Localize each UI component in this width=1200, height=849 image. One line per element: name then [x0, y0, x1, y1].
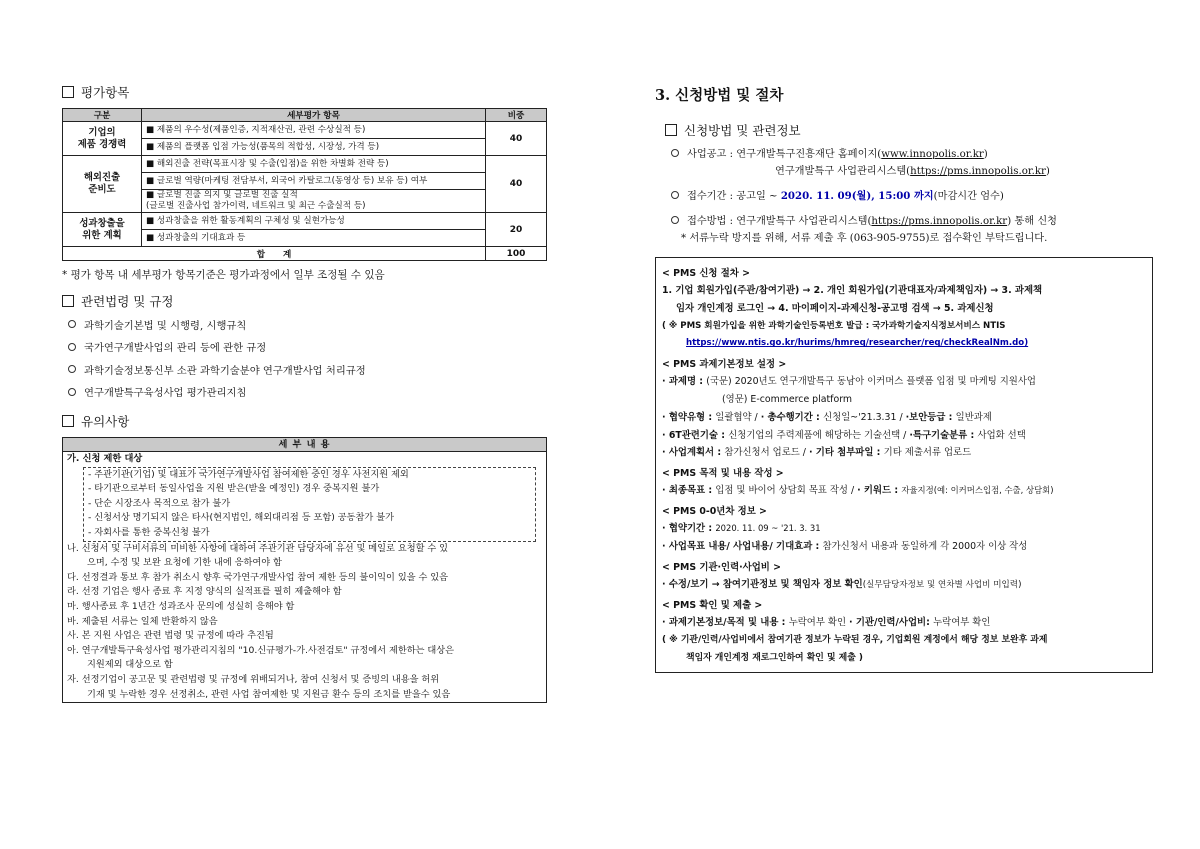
- list-item: 으며, 수정 및 보완 요청에 기한 내에 응하여야 함: [87, 557, 282, 569]
- notice-line-2: 연구개발특구 사업관리시스템(https://pms.innopolis.or.kr): [775, 166, 1050, 177]
- square-bullet-icon: ■: [146, 215, 157, 226]
- checkbox-icon: [62, 415, 74, 427]
- eval-note: * 평가 항목 내 세부평가 항목기준은 평가과정에서 일부 조정될 수 있음: [62, 269, 385, 281]
- table-row: [63, 122, 547, 139]
- checkbox-icon: [665, 124, 677, 136]
- category-cell: 기업의 제품 경쟁력: [63, 122, 142, 156]
- list-item: - 주관기관(기업) 및 대표가 국가연구개발사업 참여제한 중인 경우 사전지원 제외: [88, 468, 409, 480]
- square-bullet-icon: ■: [146, 232, 157, 243]
- list-item: - 단순 시장조사 목적으로 참가 불가: [88, 497, 231, 509]
- ntis-link[interactable]: https://www.ntis.go.kr/hurims/hmreq/researcher/req/checkRealNm.do): [686, 338, 1029, 349]
- list-item: 아. 연구개발특구육성사업 평가관리지침의 "10.신규평가-가.사전검토" 규정에서 제한하는 대상은: [67, 644, 454, 656]
- header-category: 구분: [63, 109, 142, 122]
- pms-step-heading: < PMS 목적 및 내용 작성 >: [662, 468, 784, 480]
- square-bullet-icon: ■: [146, 141, 157, 152]
- info-section-heading: 신청방법 및 관련정보: [655, 120, 1148, 140]
- list-item: - 타기관으로부터 동일사업을 지원 받은(받을 예정인) 경우 중복지원 불가: [88, 483, 380, 495]
- header-items: 세부평가 항목: [142, 109, 486, 122]
- circle-bullet-icon: [671, 191, 679, 199]
- deadline-text: 2020. 11. 09(월), 15:00 까지: [780, 190, 934, 202]
- pms-step-heading: < PMS 확인 및 제출 >: [662, 600, 763, 612]
- info-list: [655, 146, 1148, 247]
- list-item: 나. 신청서 및 구비서류의 미비한 사항에 대하여 주관기관 담당자에 유선 및 메일로 요청할 수 있: [67, 542, 449, 554]
- category-cell: 해외진출 준비도: [63, 156, 142, 213]
- list-item: 기재 및 누락한 경우 선정취소, 관련 사업 참여제한 및 지원금 환수 등의 조치를 받을수 있음: [87, 688, 451, 700]
- pms-link[interactable]: https://pms.innopolis.or.kr: [871, 216, 1008, 227]
- table-header-row: [63, 109, 547, 122]
- list-item: 마. 행사종료 후 1년간 성과조사 문의에 성실히 응해야 함: [67, 600, 295, 612]
- square-bullet-icon: ■: [146, 158, 157, 169]
- right-column: [655, 82, 1148, 673]
- period-line: 접수기간 : 공고일 ~ 2020. 11. 09(월), 15:00 까지(마감시간 엄수): [655, 188, 1148, 205]
- list-item: 연구개발특구육성사업 평가관리지침: [62, 381, 547, 404]
- square-bullet-icon: ■: [146, 124, 157, 135]
- header-weight: 비중: [486, 109, 547, 122]
- square-bullet-icon: ■: [146, 190, 157, 200]
- caution-section-heading: 유의사항: [62, 411, 547, 431]
- pms-step-heading: < PMS 0-0년차 정보 >: [662, 505, 767, 517]
- table-row: [63, 156, 547, 173]
- list-item: 자. 선정기업이 공고문 및 관련법령 및 규정에 위배되거나, 참여 신청서 및 증빙의 내용을 허위: [67, 673, 440, 685]
- circle-bullet-icon: [671, 216, 679, 224]
- item-cell: ■ 성과창출의 기대효과 등: [142, 230, 486, 247]
- pms-step-heading: < PMS 신청 절차 >: [662, 268, 750, 279]
- weight-cell: 40: [486, 122, 547, 156]
- innopolis-link[interactable]: www.innopolis.or.kr: [881, 149, 984, 160]
- pms-box: < PMS 신청 절차 > 1. 기업 회원가입(주관/참여기관) → 2. 개인 회원가입(기관대표자/과제책임자) → 3. 과제책 임자 개인계정 로그인 → 4. 마이페이지-과제신청-공고명 검색 → 5. 과제신청 ( ※ PMS 회원가입을 위한 과학기술인등록번호 발급 : 국가과학기술지식정보서비스 NTIS https://www.ntis.go.kr/hurims/hmreq/researcher/req/checkRealNm.do) < PMS 과제기본정보 설정 > · 과제명 : (국문) 2020년도 연구개발특구 동남아 이커머스 플랫폼 입점 및 마케팅 지원사업 (영문) E-commerce platform · 협약유형 : 일괄협약 / · 총수행기간 : 신청일~'21.3.31 / ·보안등급 : 일반과제 · 6T관련기술 : 신청기업의 주력제품에 해당하는 기술선택 / ·특구기술분류 : 사업화 선택 · 사업계획서 : 참가신청서 업로드 / · 기타 첨부파일 : 기타 제출서류 업로드 < PMS 목적 및 내용 작성 > · 최종목표 : 입점 및 바이어 상담회 목표 작성 / · 키워드 : 자율지정(예: 이커머스입점, 수출, 상담회) < PMS 0-0년차 정보 > · 협약기간 : 2020. 11. 09 ~ '21. 3. 31 · 사업목표 내용/ 사업내용/ 기대효과 : 참가신청서 내용과 동일하게 각 2000자 이상 작성 < PMS 기관·인력·사업비 > · 수정/보기 → 참여기관정보 및 책임자 정보 확인(실무담당자정보 및 연차별 사업비 미입력) < PMS 확인 및 제출 > · 과제기본정보/목적 및 내용 : 누락여부 확인 · 기관/인력/사업비: 누락여부 확인 ( ※ 기관/인력/사업비에서 참여기관 정보가 누락된 경우, 기업회원 계정에서 해당 정보 보완후 과제 책임자 개인계정 재로그인하여 확인 및 제출 ): [655, 257, 1153, 673]
- caution-box: [62, 437, 547, 703]
- left-column: [62, 82, 547, 703]
- checkbox-icon: [62, 295, 74, 307]
- list-item: 라. 선정 기업은 행사 종료 후 지정 양식의 실적표를 필히 제출해야 함: [67, 586, 342, 598]
- item-cell: ■ 글로벌 역량(마케팅 전담부서, 외국어 카탈로그(동영상 등) 보유 등) 여부: [142, 173, 486, 190]
- section-title: 3. 신청방법 및 절차: [655, 86, 784, 104]
- item-cell: ■ 성과창출을 위한 활동계획의 구체성 및 실현가능성: [142, 213, 486, 230]
- list-item: 지원제외 대상으로 함: [87, 659, 173, 671]
- law-list: [62, 313, 547, 403]
- item-cell: ■ 글로벌 진출 의지 및 글로벌 진출 실적 (글로벌 진출사업 참가이력, 네트워크 및 최근 수출실적 등): [142, 190, 486, 213]
- pms-step-heading: < PMS 과제기본정보 설정 >: [662, 359, 787, 371]
- circle-bullet-icon: [68, 343, 76, 351]
- square-bullet-icon: ■: [146, 175, 157, 186]
- evaluation-table: [62, 108, 547, 261]
- item-cell: ■ 제품의 플랫폼 입점 가능성(품목의 적합성, 시장성, 가격 등): [142, 139, 486, 156]
- method-note: * 서류누락 방지를 위해, 서류 제출 후 (063-905-9755)로 접수확인 부탁드립니다.: [681, 233, 1048, 244]
- pms-step-heading: < PMS 기관·인력·사업비 >: [662, 561, 781, 573]
- caution-a-title: 가. 신청 제한 대상: [67, 453, 143, 464]
- list-item: - 자회사를 통한 중복신청 불가: [88, 526, 210, 538]
- weight-cell: 40: [486, 156, 547, 213]
- checkbox-icon: [62, 86, 74, 98]
- total-weight: 100: [486, 247, 547, 261]
- circle-bullet-icon: [68, 365, 76, 373]
- list-item: 과학기술정보통신부 소관 과학기술분야 연구개발사업 처리규정: [62, 358, 547, 381]
- category-cell: 성과창출을 위한 계획: [63, 213, 142, 247]
- list-item: 국가연구개발사업의 관리 등에 관한 규정: [62, 336, 547, 359]
- law-section-heading: 관련법령 및 규정: [62, 291, 547, 311]
- caution-rest-list: [63, 542, 546, 703]
- circle-bullet-icon: [68, 320, 76, 328]
- total-label: 합 계: [63, 247, 486, 261]
- list-item: 사. 본 지원 사업은 관련 법령 및 규정에 따라 추진됨: [67, 630, 274, 642]
- eval-section-heading: 평가항목: [62, 82, 547, 102]
- caution-header: 세 부 내 용: [63, 438, 546, 452]
- total-row: [63, 247, 547, 261]
- item-cell: ■ 해외진출 전략(목표시장 및 수출(입점)을 위한 차별화 전략 등): [142, 156, 486, 173]
- restriction-list: [83, 467, 536, 542]
- circle-bullet-icon: [671, 149, 679, 157]
- list-item: - 신청서상 명기되지 않은 타사(현지법인, 해외대리점 등 포함) 공동참가 불가: [88, 512, 394, 524]
- item-cell: ■ 제품의 우수성(제품인증, 지적재산권, 관련 수상실적 등): [142, 122, 486, 139]
- pms-link[interactable]: https://pms.innopolis.or.kr: [910, 166, 1046, 177]
- weight-cell: 20: [486, 213, 547, 247]
- circle-bullet-icon: [68, 388, 76, 396]
- method-line: 접수방법 : 연구개발특구 사업관리시스템(https://pms.innopolis.or.kr) 통해 신청: [655, 213, 1148, 230]
- list-item: 과학기술기본법 및 시행령, 시행규칙: [62, 313, 547, 336]
- list-item: 바. 제출된 서류는 일체 반환하지 않음: [67, 615, 218, 627]
- list-item: 다. 선정결과 통보 후 참가 취소시 향후 국가연구개발사업 참여 제한 등의 불이익이 있을 수 있음: [67, 571, 449, 583]
- table-row: [63, 213, 547, 230]
- notice-line: 사업공고 : 연구개발특구진흥재단 홈페이지(www.innopolis.or.kr): [655, 146, 1148, 163]
